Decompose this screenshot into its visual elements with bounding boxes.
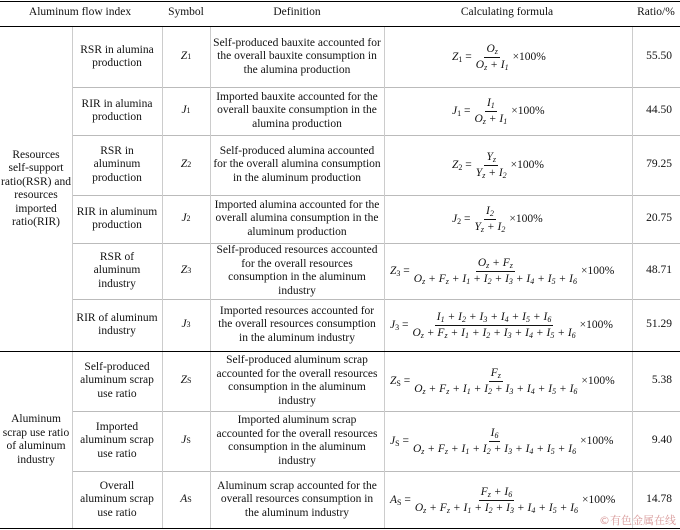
symbol-cell: J 3 [181, 318, 191, 331]
formula-denominator: $O_z + F_z + I_1 + I_2 + I_3 + I_4 + I_5 + I_6$ [412, 442, 577, 456]
column-separator [632, 26, 633, 528]
formula-lhs: $J_S$ = [390, 435, 409, 448]
header-definition: Definition [273, 6, 321, 19]
formula-lhs: $J_1$ = [452, 105, 471, 118]
formula-numerator: $F_z$ [490, 366, 501, 380]
formula-cell [390, 300, 613, 350]
symbol-cell: Z 1 [180, 50, 192, 63]
index-cell: RIR of aluminum industry [76, 311, 158, 337]
index-cell: RSR in alumina production [80, 43, 154, 69]
definition-cell: Self-produced resources accounted for the overall resources consumption in the aluminum industry [216, 244, 378, 297]
top-rule [0, 1, 680, 2]
group-divider [0, 351, 680, 352]
column-separator [384, 26, 385, 528]
formula-lhs: $Z_2$ = [452, 159, 472, 172]
formula-times: ×100% [581, 375, 615, 387]
ratio-cell: 79.25 [646, 158, 672, 171]
formula-times: ×100% [510, 159, 544, 171]
formula-lhs: $J_3$ = [390, 319, 409, 332]
formula-denominator: $O_z + I_1$ [475, 58, 509, 72]
definition-cell: Imported resources accounted for the overall resources consumption in the aluminum industry [218, 304, 376, 344]
definition-cell: Imported aluminum scrap accounted for the overall resources consumption in the aluminum industry [216, 414, 378, 467]
symbol-cell: J 2 [181, 212, 191, 225]
symbol-cell: Z 2 [180, 158, 192, 171]
formula-times: ×100% [509, 213, 543, 225]
group-label-scrap: Aluminum scrap use ratio of aluminum industry [2, 413, 70, 466]
index-cell: Self-produced aluminum scrap use ratio [80, 360, 154, 400]
formula-fraction [474, 43, 511, 72]
formula-numerator: $O_z$ [486, 42, 498, 56]
index-cell: RSR of aluminum industry [93, 250, 141, 290]
ratio-cell: 9.40 [651, 434, 672, 447]
symbol-cell: A S [180, 493, 192, 506]
formula-fraction [413, 486, 580, 515]
formula-numerator: $I_2$ [486, 204, 494, 218]
definition-cell: Self-produced bauxite accounted for the overall bauxite consumption in the alumina production [213, 36, 381, 76]
ratio-cell: 55.50 [646, 50, 672, 63]
symbol-cell: Z 3 [180, 264, 192, 277]
formula-cell [452, 196, 543, 242]
formula-denominator: $O_z + F_z + I_1 + I_2 + I_3 + I_4 + I_5 + I_6$ [413, 272, 577, 286]
formula-cell [390, 472, 615, 528]
formula-fraction [412, 257, 579, 286]
index-cell: RSR in aluminum production [92, 144, 142, 184]
formula-numerator: $I_1$ [486, 96, 495, 110]
formula-cell [452, 88, 545, 134]
formula-denominator: $Y_z + I_2$ [475, 166, 507, 180]
formula-fraction [472, 97, 509, 126]
formula-lhs: $Z_1$ = [452, 51, 472, 64]
formula-fraction [474, 151, 509, 180]
formula-cell [452, 136, 544, 194]
formula-numerator: $I_6$ [490, 426, 499, 440]
ratio-cell: 51.29 [646, 318, 672, 331]
formula-denominator: $O_z + F_z + I_1 + I_2 + I_3 + I_4 + I_5 + I_6$ [412, 326, 576, 340]
formula-numerator: $I_1 + I_2 + I_3 + I_4 + I_5 + I_6$ [436, 310, 552, 324]
formula-denominator: $O_z + I_1$ [474, 112, 508, 126]
header-formula: Calculating formula [460, 6, 554, 19]
formula-fraction [411, 427, 578, 456]
header-index: Aluminum flow index [28, 6, 132, 19]
index-cell: RIR in aluminum production [76, 205, 158, 231]
formula-cell [390, 412, 613, 470]
formula-numerator: $F_z + I_6$ [480, 485, 513, 499]
formula-times: ×100% [580, 265, 615, 277]
formula-cell [390, 352, 615, 410]
definition-cell: Imported alumina accounted for the overall alumina consumption in the aluminum production [214, 198, 380, 238]
ratio-cell: 44.50 [646, 104, 672, 117]
header-rule [0, 26, 680, 27]
formula-lhs: $J_2$ = [452, 213, 471, 226]
formula-fraction [472, 205, 507, 234]
symbol-cell: Z S [180, 374, 192, 387]
group-label-rsr-rir: Resources self-support ratio(RSR) and resources imported ratio(RIR) [1, 148, 71, 228]
ratio-cell: 48.71 [646, 264, 672, 277]
formula-fraction [410, 311, 577, 340]
formula-times: ×100% [580, 435, 614, 447]
header-symbol: Symbol [168, 6, 204, 19]
symbol-cell: J S [181, 434, 191, 447]
formula-lhs: $Z_3$ = [390, 265, 410, 278]
formula-denominator: $O_z + F_z + I_1 + I_2 + I_3 + I_4 + I_5 + I_6$ [414, 501, 579, 515]
formula-lhs: $Z_S$ = [390, 375, 411, 388]
formula-cell [452, 28, 546, 86]
definition-cell: Self-produced alumina accounted for the overall alumina consumption in the aluminum production [213, 144, 381, 184]
symbol-cell: J 1 [181, 104, 191, 117]
definition-cell: Imported bauxite accounted for the overall bauxite consumption in the alumina production [216, 90, 378, 130]
definition-cell: Self-produced aluminum scrap accounted for the overall resources consumption in the aluminum industry [216, 354, 378, 407]
formula-times: ×100% [579, 319, 613, 331]
formula-fraction [412, 367, 579, 396]
formula-times: ×100% [511, 105, 545, 117]
index-cell: Overall aluminum scrap use ratio [80, 479, 154, 519]
watermark: ©有色金属在线 [599, 514, 676, 527]
ratio-cell: 14.78 [646, 493, 672, 506]
header-ratio: Ratio/% [637, 6, 675, 19]
formula-denominator: $O_z + F_z + I_1 + I_2 + I_3 + I_4 + I_5 + I_6$ [414, 382, 578, 396]
formula-times: ×100% [582, 494, 616, 506]
formula-numerator: $O_z + F_z$ [477, 256, 513, 270]
formula-numerator: $Y_z$ [486, 150, 496, 164]
column-separator [72, 26, 73, 528]
bottom-rule [0, 528, 680, 529]
ratio-cell: 5.38 [651, 374, 672, 387]
definition-cell: Aluminum scrap accounted for the overall resources consumption in the aluminum industry [217, 479, 377, 519]
formula-cell [390, 244, 614, 298]
formula-denominator: $Y_z + I_2$ [474, 220, 506, 234]
formula-times: ×100% [512, 51, 546, 63]
index-cell: RIR in alumina production [81, 97, 153, 123]
index-cell: Imported aluminum scrap use ratio [80, 420, 154, 460]
formula-lhs: $A_S$ = [390, 494, 411, 507]
column-separator [162, 26, 163, 528]
ratio-cell: 20.75 [646, 212, 672, 225]
column-separator [210, 26, 211, 528]
